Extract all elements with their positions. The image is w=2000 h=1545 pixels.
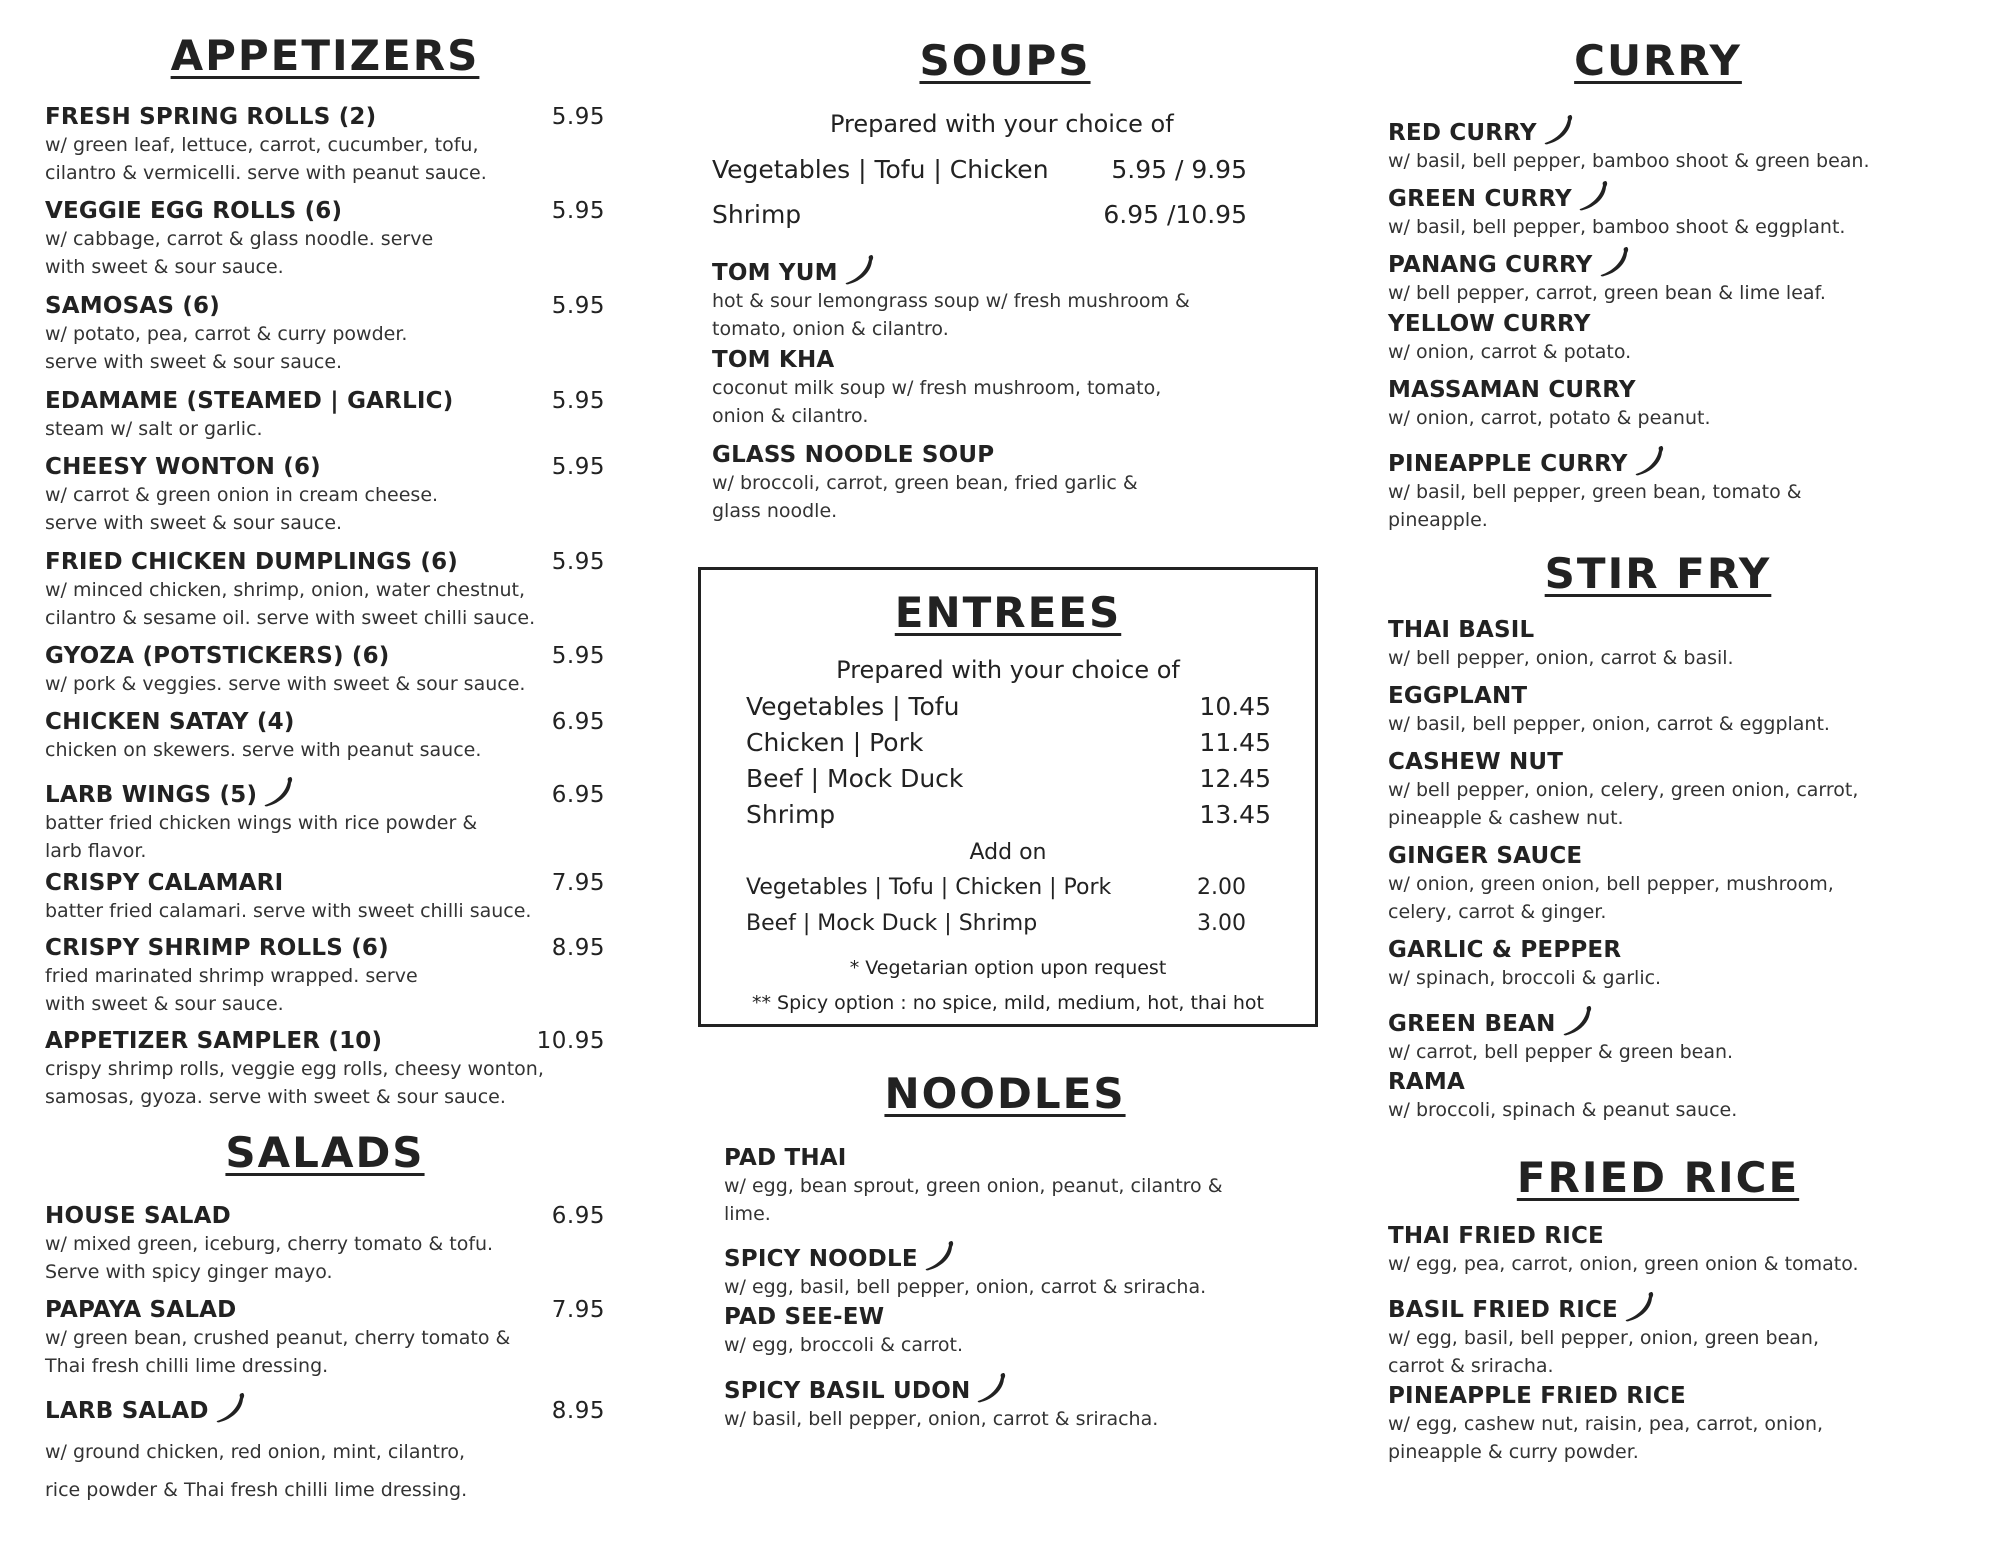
item-name: PAPAYA SALAD — [45, 1297, 237, 1323]
item-desc: w/ egg, bean sprout, green onion, peanut, cilantro & lime. — [724, 1175, 1223, 1225]
item-desc: w/ potato, pea, carrot & curry powder. serve with sweet & sour sauce. — [45, 323, 408, 373]
item-desc: w/ egg, pea, carrot, onion, green onion & tomato. — [1388, 1253, 1859, 1275]
item-desc: w/ mixed green, iceburg, cherry tomato & tofu. Serve with spicy ginger mayo. — [45, 1233, 494, 1283]
item-desc: fried marinated shrimp wrapped. serve with sweet & sour sauce. — [45, 965, 418, 1015]
item-name: GREEN BEAN — [1388, 1011, 1556, 1037]
menu-item — [45, 709, 605, 764]
menu-item — [1388, 178, 1928, 241]
friedrice-title: FRIED RICE — [1516, 1153, 1800, 1202]
menu-item — [1388, 1383, 1928, 1466]
item-name: SPICY NOODLE — [724, 1246, 918, 1272]
entree-option-row — [746, 728, 1271, 757]
chili-pepper-icon — [1541, 112, 1575, 146]
chili-pepper-icon — [261, 774, 295, 808]
item-desc: w/ green leaf, lettuce, carrot, cucumber, tofu, cilantro & vermicelli. serve with peanut sauce. — [45, 134, 487, 184]
menu-item — [1388, 1289, 1928, 1380]
item-desc: w/ egg, basil, bell pepper, onion, carrot & sriracha. — [724, 1276, 1207, 1298]
menu-item — [45, 935, 605, 1018]
item-name: CRISPY SHRIMP ROLLS (6) — [45, 935, 389, 961]
item-desc: steam w/ salt or garlic. — [45, 418, 263, 440]
menu-item — [724, 1370, 1340, 1433]
menu-item — [45, 1203, 605, 1286]
item-name: EGGPLANT — [1388, 683, 1528, 709]
item-desc: hot & sour lemongrass soup w/ fresh mushroom & tomato, onion & cilantro. — [712, 290, 1190, 340]
option-price: 10.45 — [1199, 692, 1271, 721]
item-desc: crispy shrimp rolls, veggie egg rolls, cheesy wonton, samosas, gyoza. serve with sweet & sour sauce. — [45, 1058, 544, 1108]
item-desc: w/ basil, bell pepper, green bean, tomato & pineapple. — [1388, 481, 1802, 531]
addon-price: 2.00 — [1197, 875, 1246, 900]
item-desc: w/ green bean, crushed peanut, cherry tomato & Thai fresh chilli lime dressing. — [45, 1327, 511, 1377]
item-desc: w/ carrot & green onion in cream cheese. serve with sweet & sour sauce. — [45, 484, 439, 534]
item-desc: w/ basil, bell pepper, onion, carrot & eggplant. — [1388, 713, 1830, 735]
menu-item — [1388, 843, 1928, 926]
item-name: BASIL FRIED RICE — [1388, 1297, 1618, 1323]
item-price: 5.95 — [551, 549, 605, 575]
option-label: Beef | Mock Duck — [746, 764, 964, 793]
item-desc: w/ pork & veggies. serve with sweet & sour sauce. — [45, 673, 526, 695]
item-name — [45, 774, 295, 808]
entrees-title: ENTREES — [894, 588, 1122, 637]
item-name: FRIED CHICKEN DUMPLINGS (6) — [45, 549, 458, 575]
item-name: PAD THAI — [724, 1145, 847, 1171]
option-price: 6.95 /10.95 — [1103, 200, 1247, 229]
menu-item — [45, 774, 605, 865]
menu-item — [1388, 112, 1928, 175]
item-desc: w/ broccoli, spinach & peanut sauce. — [1388, 1099, 1738, 1121]
item-desc: w/ bell pepper, onion, carrot & basil. — [1388, 647, 1734, 669]
salads-title: SALADS — [225, 1128, 425, 1177]
item-desc: w/ bell pepper, carrot, green bean & lime leaf. — [1388, 282, 1826, 304]
curry-title: CURRY — [1574, 36, 1742, 85]
soup-option-row — [712, 155, 1247, 184]
item-price: 6.95 — [551, 1203, 605, 1229]
item-name: PINEAPPLE CURRY — [1388, 451, 1628, 477]
option-label: Vegetables | Tofu — [746, 692, 960, 721]
item-price: 6.95 — [551, 709, 605, 735]
item-desc: w/ minced chicken, shrimp, onion, water chestnut, cilantro & sesame oil. serve with sweet chilli sauce. — [45, 579, 536, 629]
item-name — [45, 1390, 247, 1424]
menu-item — [45, 1297, 605, 1380]
menu-item — [1388, 683, 1928, 738]
item-desc-line: rice powder & Thai fresh chilli lime dressing. — [45, 1479, 468, 1501]
item-desc: w/ egg, broccoli & carrot. — [724, 1334, 963, 1356]
noodles-title: NOODLES — [884, 1069, 1126, 1118]
menu-item — [1388, 617, 1928, 672]
item-price: 7.95 — [551, 1297, 605, 1323]
menu-item — [45, 1390, 605, 1504]
entrees-box — [698, 567, 1318, 1027]
spicy-note: ** Spicy option : no spice, mild, medium, hot, thai hot — [751, 992, 1265, 1014]
entree-option-row — [746, 692, 1271, 721]
addon-label: Beef | Mock Duck | Shrimp — [746, 911, 1038, 936]
item-name: CHICKEN SATAY (4) — [45, 709, 295, 735]
item-price: 7.95 — [551, 870, 605, 896]
option-label: Shrimp — [746, 800, 836, 829]
item-name: HOUSE SALAD — [45, 1203, 231, 1229]
menu-item — [45, 454, 605, 537]
item-desc: batter fried calamari. serve with sweet chilli sauce. — [45, 900, 532, 922]
item-price: 5.95 — [551, 104, 605, 130]
option-price: 11.45 — [1199, 728, 1271, 757]
item-name: GLASS NOODLE SOUP — [712, 442, 995, 468]
item-desc: batter fried chicken wings with rice powder & larb flavor. — [45, 812, 478, 862]
menu-item — [712, 347, 1340, 430]
item-name-text: LARB WINGS (5) — [45, 782, 258, 808]
item-desc: w/ spinach, broccoli & garlic. — [1388, 967, 1662, 989]
item-desc: w/ egg, basil, bell pepper, onion, green bean, carrot & sriracha. — [1388, 1327, 1819, 1377]
entree-option-row — [746, 800, 1271, 829]
addon-title: Add on — [969, 840, 1047, 865]
item-price: 8.95 — [551, 935, 605, 961]
menu-item — [1388, 443, 1928, 534]
menu-item — [1388, 749, 1928, 832]
item-name: PAD SEE-EW — [724, 1304, 885, 1330]
menu-item — [1388, 1003, 1928, 1066]
soups-title: SOUPS — [919, 36, 1091, 85]
item-name: SAMOSAS (6) — [45, 293, 220, 319]
item-price: 5.95 — [551, 198, 605, 224]
item-price: 5.95 — [551, 454, 605, 480]
item-name: YELLOW CURRY — [1388, 311, 1591, 337]
chili-pepper-icon — [1622, 1289, 1656, 1323]
menu-item — [45, 293, 605, 376]
item-desc: w/ onion, carrot, potato & peanut. — [1388, 407, 1711, 429]
menu-item — [1388, 1069, 1928, 1124]
item-name: GINGER SAUCE — [1388, 843, 1583, 869]
appetizers-title: APPETIZERS — [170, 31, 480, 80]
item-name: PANANG CURRY — [1388, 252, 1593, 278]
item-desc: w/ carrot, bell pepper & green bean. — [1388, 1041, 1734, 1063]
menu-item — [45, 104, 605, 187]
item-desc: w/ bell pepper, onion, celery, green onion, carrot, pineapple & cashew nut. — [1388, 779, 1859, 829]
item-desc: w/ broccoli, carrot, green bean, fried garlic & glass noodle. — [712, 472, 1138, 522]
item-desc: w/ basil, bell pepper, bamboo shoot & green bean. — [1388, 150, 1870, 172]
menu-item — [45, 1028, 605, 1111]
menu-item — [1388, 244, 1928, 307]
item-name: THAI FRIED RICE — [1388, 1223, 1604, 1249]
chili-pepper-icon — [1597, 244, 1631, 278]
item-name: GARLIC & PEPPER — [1388, 937, 1622, 963]
item-desc: w/ egg, cashew nut, raisin, pea, carrot, onion, pineapple & curry powder. — [1388, 1413, 1824, 1463]
item-name: CRISPY CALAMARI — [45, 870, 284, 896]
entree-option-row — [746, 764, 1271, 793]
chili-pepper-icon — [1576, 178, 1610, 212]
item-name: APPETIZER SAMPLER (10) — [45, 1028, 383, 1054]
item-price: 5.95 — [551, 388, 605, 414]
item-desc: chicken on skewers. serve with peanut sauce. — [45, 739, 482, 761]
item-name: GREEN CURRY — [1388, 186, 1572, 212]
menu-item — [45, 549, 605, 632]
item-price: 5.95 — [551, 293, 605, 319]
addon-row — [746, 911, 1246, 936]
item-price: 8.95 — [551, 1398, 605, 1424]
item-desc: w/ cabbage, carrot & glass noodle. serve with sweet & sour sauce. — [45, 228, 434, 278]
item-price: 6.95 — [551, 782, 605, 808]
menu-item — [1388, 311, 1928, 366]
menu-item — [1388, 1223, 1928, 1278]
item-name: MASSAMAN CURRY — [1388, 377, 1636, 403]
addon-row — [746, 875, 1246, 900]
menu-item — [1388, 937, 1928, 992]
item-desc: w/ basil, bell pepper, bamboo shoot & eggplant. — [1388, 216, 1846, 238]
item-desc-line: w/ ground chicken, red onion, mint, cilantro, — [45, 1441, 466, 1463]
item-name: VEGGIE EGG ROLLS (6) — [45, 198, 343, 224]
menu-item — [724, 1304, 1340, 1359]
option-label: Vegetables | Tofu | Chicken — [712, 155, 1049, 184]
chili-pepper-icon — [1560, 1003, 1594, 1037]
option-price: 5.95 / 9.95 — [1111, 155, 1247, 184]
menu-item — [712, 442, 1340, 525]
menu-item — [45, 870, 605, 925]
addon-label: Vegetables | Tofu | Chicken | Pork — [746, 875, 1112, 900]
chili-pepper-icon — [213, 1390, 247, 1424]
menu-item — [45, 198, 605, 281]
item-name: EDAMAME (STEAMED | GARLIC) — [45, 388, 454, 414]
item-name: RAMA — [1388, 1069, 1465, 1095]
item-name: CASHEW NUT — [1388, 749, 1564, 775]
entrees-prep-text: Prepared with your choice of — [836, 656, 1180, 684]
vegetarian-note: * Vegetarian option upon request — [849, 957, 1167, 979]
item-name: THAI BASIL — [1388, 617, 1535, 643]
item-name: FRESH SPRING ROLLS (2) — [45, 104, 377, 130]
menu-item — [45, 388, 605, 443]
item-desc: w/ onion, carrot & potato. — [1388, 341, 1632, 363]
option-price: 13.45 — [1199, 800, 1271, 829]
item-name: RED CURRY — [1388, 120, 1537, 146]
item-name: PINEAPPLE FRIED RICE — [1388, 1383, 1686, 1409]
item-desc: coconut milk soup w/ fresh mushroom, tomato, onion & cilantro. — [712, 377, 1162, 427]
option-label: Chicken | Pork — [746, 728, 924, 757]
item-desc: w/ basil, bell pepper, onion, carrot & sriracha. — [724, 1408, 1159, 1430]
item-desc: w/ onion, green onion, bell pepper, mushroom, celery, carrot & ginger. — [1388, 873, 1834, 923]
menu-item — [45, 643, 605, 698]
option-label: Shrimp — [712, 200, 802, 229]
item-name: CHEESY WONTON (6) — [45, 454, 321, 480]
chili-pepper-icon — [1632, 443, 1666, 477]
item-price: 5.95 — [551, 643, 605, 669]
chili-pepper-icon — [842, 252, 876, 286]
menu-item — [724, 1238, 1340, 1301]
menu-item — [1388, 377, 1928, 432]
option-price: 12.45 — [1199, 764, 1271, 793]
soup-option-row — [712, 200, 1247, 229]
chili-pepper-icon — [922, 1238, 956, 1272]
soups-prep-text: Prepared with your choice of — [830, 110, 1174, 138]
menu-item — [712, 252, 1340, 343]
item-name-text: LARB SALAD — [45, 1398, 209, 1424]
stirfry-title: STIR FRY — [1544, 549, 1772, 598]
item-name: TOM YUM — [712, 260, 838, 286]
addon-price: 3.00 — [1197, 911, 1246, 936]
menu-item — [724, 1145, 1340, 1228]
item-name: SPICY BASIL UDON — [724, 1378, 971, 1404]
item-name: TOM KHA — [712, 347, 835, 373]
item-name: GYOZA (POTSTICKERS) (6) — [45, 643, 390, 669]
chili-pepper-icon — [974, 1370, 1008, 1404]
item-price: 10.95 — [536, 1028, 605, 1054]
